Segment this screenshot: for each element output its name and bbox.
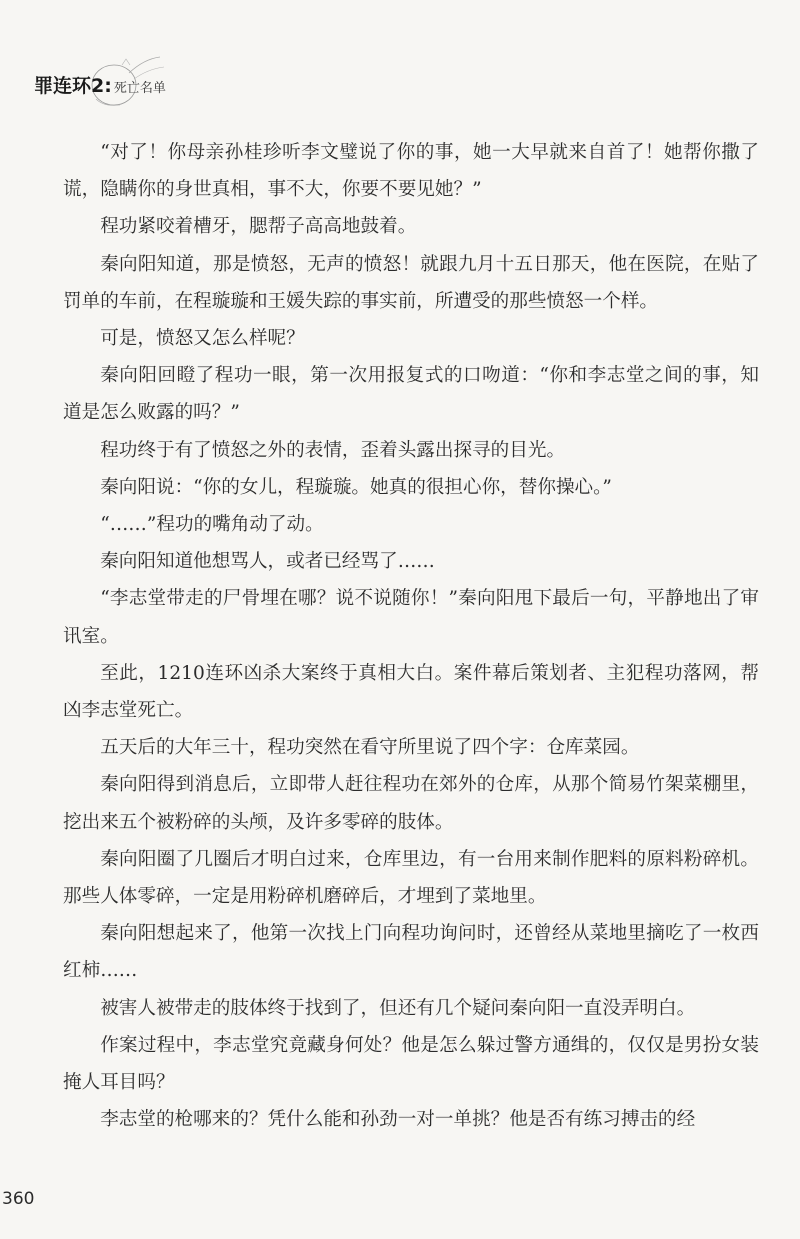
paragraph: 秦向阳得到消息后，立即带人赶往程功在郊外的仓库，从那个简易竹架菜棚里，挖出来五个被粉碎的头颅，及许多零碎的肢体。	[63, 774, 759, 833]
book-subtitle: 死亡名单	[113, 81, 166, 96]
paragraph: 至此，1210连环凶杀大案终于真相大白。案件幕后策划者、主犯程功落网，帮凶李志堂死亡。	[63, 662, 759, 722]
paragraph: 秦向阳回瞪了程功一眼，第一次用报复式的口吻道：“你和李志堂之间的事，知道是怎么败露的吗？”	[63, 365, 759, 424]
paragraph: 秦向阳知道他想骂人，或者已经骂了……	[100, 551, 435, 573]
book-title-logo	[34, 71, 166, 98]
paragraph: “李志堂带走的尸骨埋在哪？说不说随你！”秦向阳甩下最后一句，平静地出了审讯室。	[63, 588, 759, 647]
paragraph: 被害人被带走的肢体终于找到了，但还有几个疑问秦向阳一直没弄明白。	[100, 997, 696, 1019]
paragraph: 秦向阳知道，那是愤怒，无声的愤怒！就跟九月十五日那天，他在医院，在贴了罚单的车前，在程璇璇和王媛失踪的事实前，所遭受的那些愤怒一个样。	[63, 253, 759, 312]
paragraph: 秦向阳圈了几圈后才明白过来，仓库里边，有一台用来制作肥料的原料粉碎机。那些人体零碎，一定是用粉碎机磨碎后，才埋到了菜地里。	[63, 848, 759, 908]
paragraph: 秦向阳说：“你的女儿，程璇璇。她真的很担心你，替你操心。”	[100, 476, 612, 498]
page-number: 360	[2, 1189, 35, 1209]
paragraph: 李志堂的枪哪来的？凭什么能和孙劲一对一单挑？他是否有练习搏击的经	[100, 1109, 696, 1131]
running-header	[34, 56, 166, 98]
paragraph: 可是，愤怒又怎么样呢？	[100, 328, 305, 350]
paragraph: 程功终于有了愤怒之外的表情，歪着头露出探寻的目光。	[100, 439, 566, 461]
body-text	[63, 134, 759, 1138]
book-title: 罪连环2:	[34, 75, 112, 97]
paragraph: 作案过程中，李志堂究竟藏身何处？他是怎么躲过警方通缉的，仅仅是男扮女装掩人耳目吗？	[63, 1034, 759, 1094]
paragraph: 程功紧咬着槽牙，腮帮子高高地鼓着。	[100, 216, 417, 238]
paragraph: 秦向阳想起来了，他第一次找上门向程功询问时，还曾经从菜地里摘吃了一枚西红柿……	[63, 923, 759, 982]
paragraph: “……”程功的嘴角动了动。	[100, 514, 324, 536]
paragraph: 五天后的大年三十，程功突然在看守所里说了四个字：仓库菜园。	[100, 737, 640, 759]
paragraph: “对了！你母亲孙桂珍听李文璧说了你的事，她一大早就来自首了！她帮你撒了谎，隐瞒你的身世真相，事不大，你要不要见她？”	[63, 142, 759, 201]
